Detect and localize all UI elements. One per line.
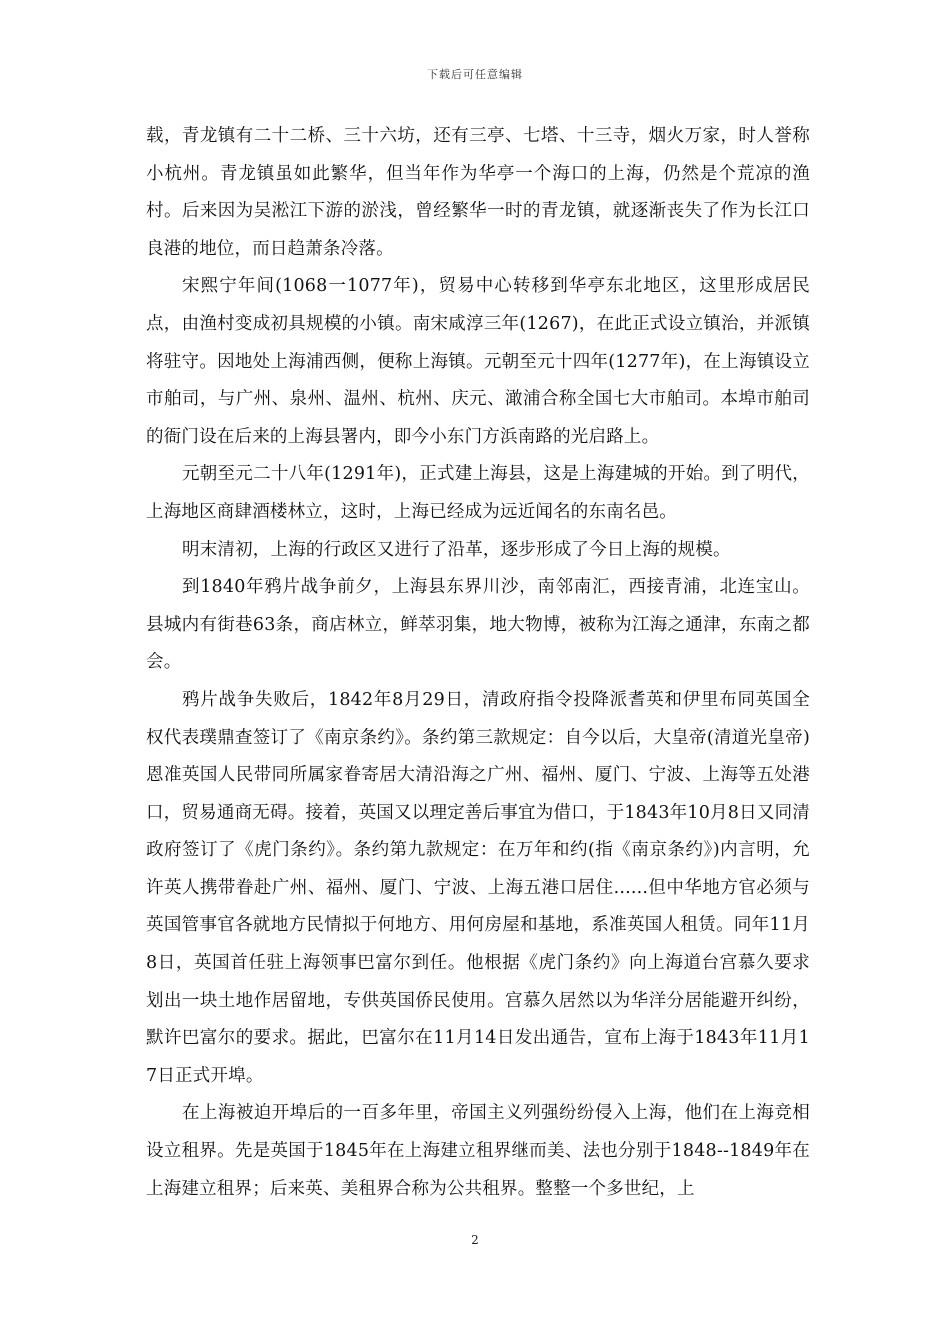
paragraph-4: 明末清初，上海的行政区又进行了沿革，逐步形成了今日上海的规模。 (182, 539, 731, 560)
paragraph-1: 载，青龙镇有二十二桥、三十六坊，还有三亭、七塔、十三寺，烟火万家，时人誉称小杭州。青龙镇虽如此繁华，但当年作为华亭一个海口的上海，仍然是个荒凉的渔村。后来因为吴淞江下游的淤浅，曾经繁华一时的青龙镇，就逐渐丧失了作为长江口良港的地位，而日趋萧条冷落。 (146, 126, 810, 259)
paragraph-6: 鸦片战争失败后，1842年8月29日，清政府指令投降派耆英和伊里布同英国全权代表璞鼎查签订了《南京条约》。条约第三款规定：自今以后，大皇帝(清道光皇帝)恩准英国人民带同所属家眷寄居大清沿海之广州、福州、厦门、宁波、上海等五处港口，贸易通商无碍。接着，英国又以理定善后事宜为借口，于1843年10月8日又同清政府签订了《虎门条约》。条约第九款规定：在万年和约(指《南京条约》)内言明，允许英人携带眷赴广州、福州、厦门、宁波、上海五港口居住......但中华地方官必须与英国管事官各就地方民情拟于何地方、用何房屋和基地，系准英国人租赁。同年11月8日，英国首任驻上海领事巴富尔到任。他根据《虎门条约》向上海道台宫慕久要求划出一块土地作居留地，专供英国侨民使用。宫慕久居然以为华洋分居能避开纠纷，默许巴富尔的要求。据此，巴富尔在11月14日发出通告，宣布上海于1843年11月17日正式开埠。 (146, 689, 810, 1086)
paragraph-7: 在上海被迫开埠后的一百多年里，帝国主义列强纷纷侵入上海，他们在上海竞相设立租界。先是英国于1845年在上海建立租界继而美、法也分别于1848--1849年在上海建立租界；后来英、美租界合称为公共租界。整整一个多世纪，上 (146, 1103, 810, 1199)
page-number: 2 (471, 1233, 479, 1247)
document-body (146, 118, 810, 1208)
page-header: 下载后可任意编辑 (427, 68, 523, 81)
paragraph-3: 元朝至元二十八年(1291年)，正式建上海县，这是上海建城的开始。到了明代，上海地区商肆酒楼林立，这时，上海已经成为远近闻名的东南名邑。 (146, 464, 810, 522)
paragraph-2: 宋熙宁年间(1068一1077年)，贸易中心转移到华亭东北地区，这里形成居民点，由渔村变成初具规模的小镇。南宋咸淳三年(1267)，在此正式设立镇治，并派镇将驻守。因地处上海浦西侧，便称上海镇。元朝至元十四年(1277年)，在上海镇设立市舶司，与广州、泉州、温州、杭州、庆元、澉浦合称全国七大市舶司。本埠市舶司的衙门设在后来的上海县署内，即今小东门方浜南路的光启路上。 (146, 276, 810, 447)
paragraph-5: 到1840年鸦片战争前夕，上海县东界川沙，南邻南汇，西接青浦，北连宝山。县城内有街巷63条，商店林立，鲜萃羽集，地大物博，被称为江海之通津，东南之都会。 (146, 577, 810, 673)
